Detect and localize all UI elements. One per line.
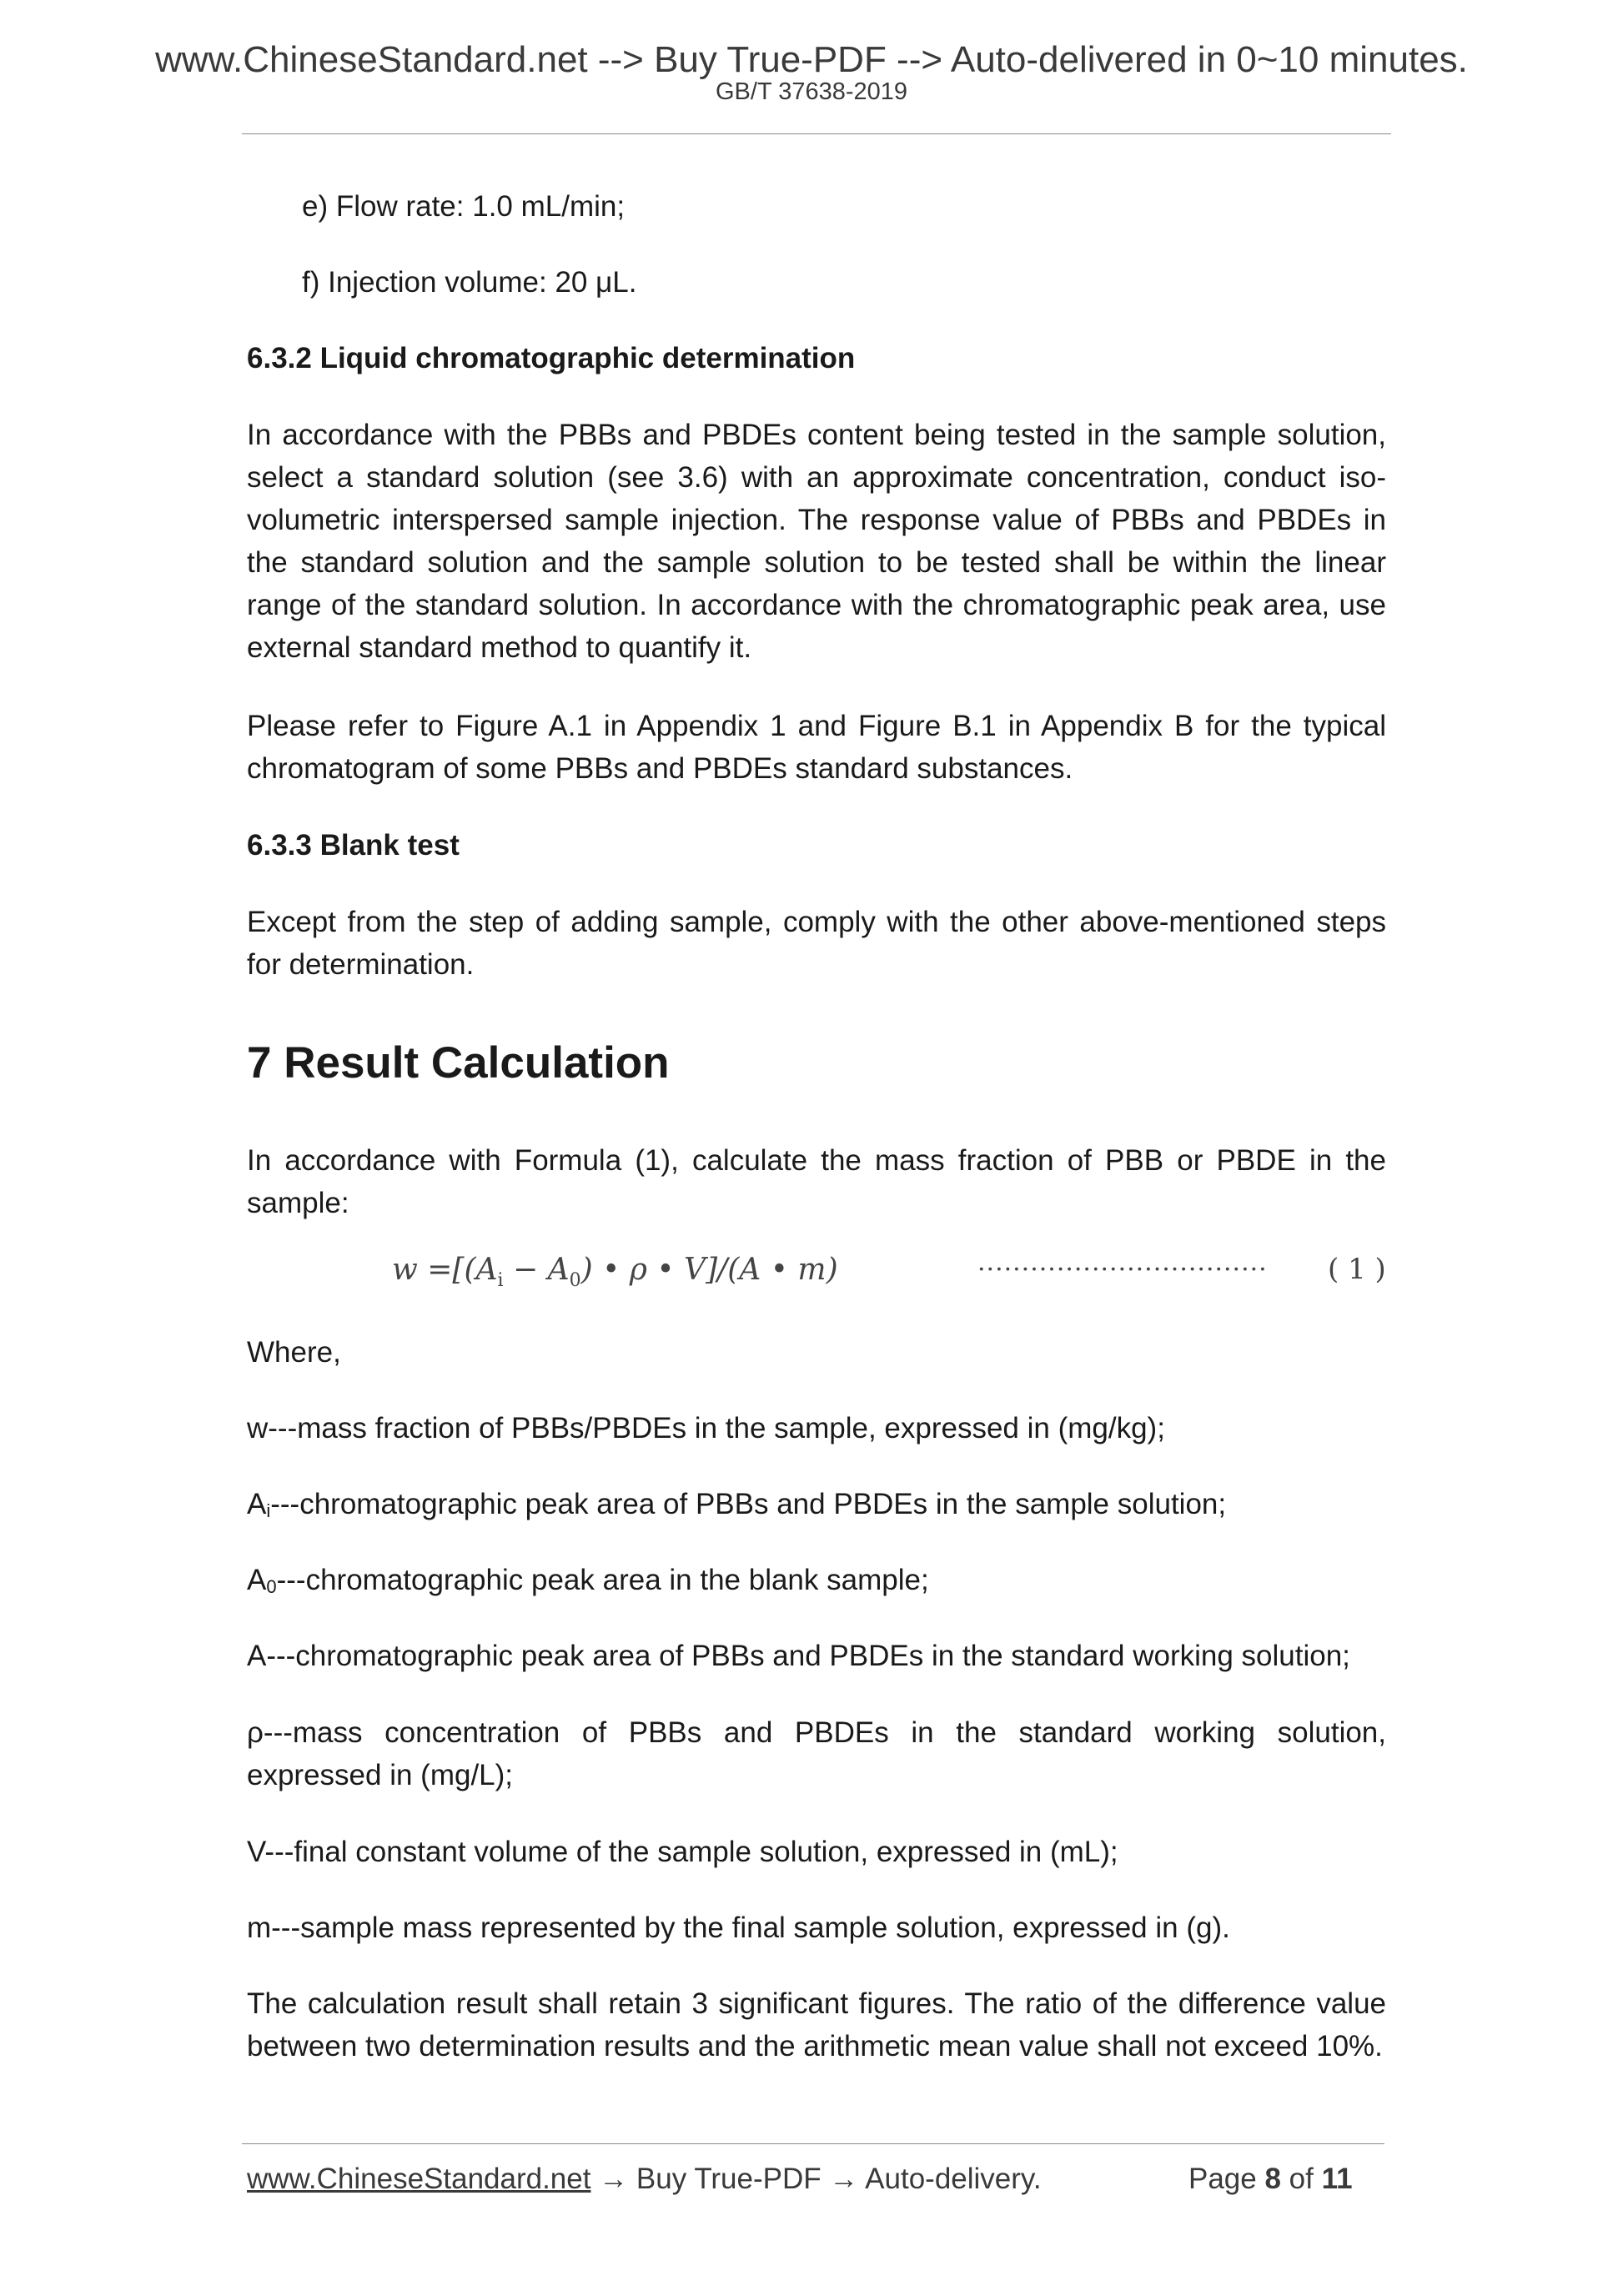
total-pages-number: 11 <box>1321 2163 1353 2195</box>
definition-ai: Ai---chromatographic peak area of PBBs and PBDEs in the sample solution; <box>247 1488 1227 1521</box>
page-indicator: Page 8 of 11 <box>1188 2163 1353 2195</box>
header-banner: www.ChineseStandard.net --> Buy True-PDF --> Auto-delivered in 0~10 minutes. <box>155 39 1468 80</box>
section-7-heading: 7 Result Calculation <box>247 1038 670 1088</box>
footer-tagline: → Buy True-PDF → Auto-delivery. <box>590 2163 1042 2195</box>
section-6-3-2-paragraph-1: In accordance with the PBBs and PBDEs content being tested in the sample solution, select a standard solution (see 3.6) with an approximate concentration, conduct iso-volumetric interspersed sample injection. The response value of PBBs and PBDEs in the standard solution and the sample solution to be tested shall be within the linear range of the standard solution. In accordance with the chromatographic peak area, use external standard method to quantify it. <box>247 419 1386 664</box>
section-6-3-3-paragraph: Except from the step of adding sample, comply with the other above-mentioned steps for determination. <box>247 906 1386 981</box>
header-divider <box>242 133 1391 134</box>
formula-leader-dots: ································· <box>977 1255 1268 1284</box>
definition-v: V---final constant volume of the sample solution, expressed in (mL); <box>247 1836 1118 1868</box>
formula-number: ( 1 ) <box>1328 1253 1386 1286</box>
definition-m: m---sample mass represented by the final sample solution, expressed in (g). <box>247 1912 1230 1944</box>
list-item-injection-volume: f) Injection volume: 20 μL. <box>302 266 637 299</box>
standard-code: GB/T 37638-2019 <box>715 78 908 105</box>
definition-a0: A0---chromatographic peak area in the blank sample; <box>247 1564 929 1597</box>
footer-divider <box>242 2143 1384 2144</box>
section-6-3-3-heading: 6.3.3 Blank test <box>247 829 460 862</box>
section-6-3-2-heading: 6.3.2 Liquid chromatographic determination <box>247 342 856 374</box>
definition-rho: ρ---mass concentration of PBBs and PBDEs in the standard working solution, expressed in (mg/L); <box>247 1716 1386 1791</box>
current-page-number: 8 <box>1264 2163 1281 2195</box>
where-label: Where, <box>247 1336 341 1369</box>
definition-w: w---mass fraction of PBBs/PBDEs in the sample, expressed in (mg/kg); <box>247 1412 1165 1444</box>
footer-text <box>247 2162 1042 2197</box>
closing-paragraph: The calculation result shall retain 3 significant figures. The ratio of the difference value between two determination results and the arithmetic mean value shall not exceed 10%. <box>247 1987 1386 2062</box>
footer-link[interactable]: www.ChineseStandard.net <box>247 2163 591 2195</box>
definition-a: A---chromatographic peak area of PBBs and PBDEs in the standard working solution; <box>247 1640 1350 1672</box>
list-item-flow-rate: e) Flow rate: 1.0 mL/min; <box>302 190 626 223</box>
section-7-intro: In accordance with Formula (1), calculate the mass fraction of PBB or PBDE in the sample: <box>247 1144 1386 1219</box>
formula-1: $w =[(A_i - A_0)$ • ρ • V]/(A • m) <box>392 1253 838 1292</box>
section-6-3-2-paragraph-2: Please refer to Figure A.1 in Appendix 1 and Figure B.1 in Appendix B for the typical chromatogram of some PBBs and PBDEs standard substances. <box>247 710 1386 785</box>
